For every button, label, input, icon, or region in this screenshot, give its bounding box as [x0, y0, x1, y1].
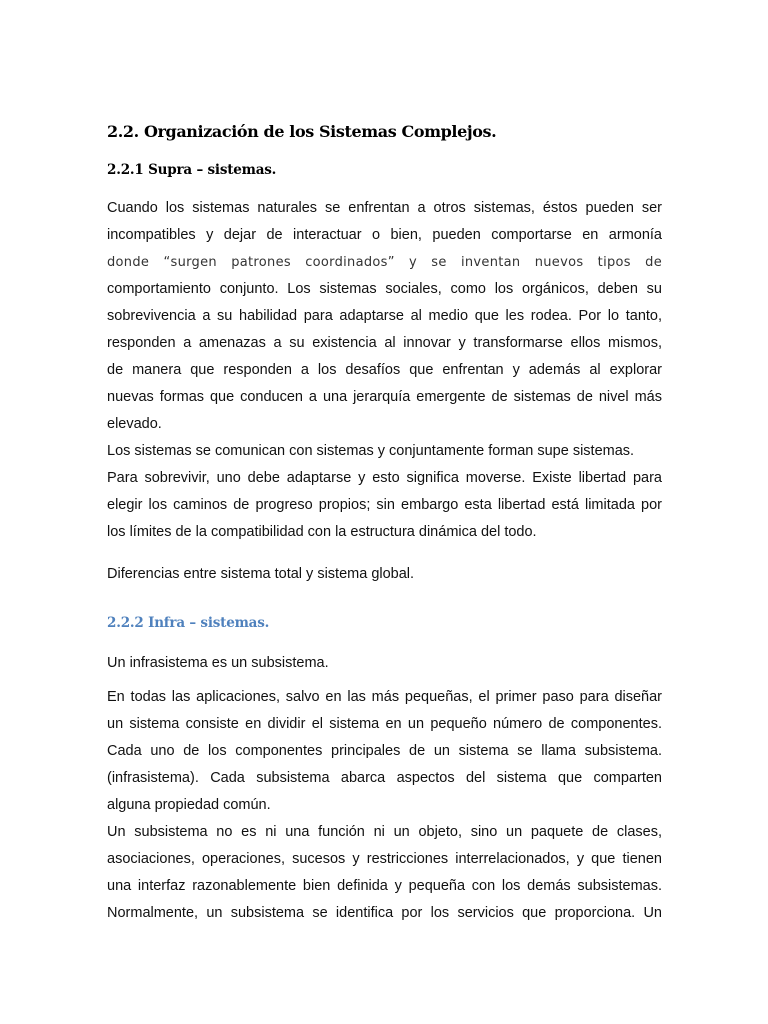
- paragraph-line: un sistema consiste en dividir el sistema en un pequeño número de componentes.: [107, 716, 662, 732]
- paragraph-line: Los sistemas se comunican con sistemas y conjuntamente forman supe sistemas.: [107, 443, 635, 459]
- paragraph-line: Cada uno de los componentes principales de un sistema se llama subsistema.: [107, 743, 662, 759]
- paragraph-line: alguna propiedad común.: [107, 797, 271, 813]
- paragraph-line: Un infrasistema es un subsistema.: [107, 655, 329, 671]
- paragraph-line: Cuando los sistemas naturales se enfrentan a otros sistemas, éstos pueden ser: [107, 200, 662, 216]
- infra-intro: [107, 650, 662, 677]
- paragraph-line: comportamiento conjunto. Los sistemas sociales, como los orgánicos, deben su: [107, 281, 662, 297]
- paragraph-line: elegir los caminos de progreso propios; sin embargo esta libertad está limitada por: [107, 497, 662, 513]
- paragraph-line: de manera que responden a los desafíos que enfrentan y además al explorar: [107, 362, 662, 378]
- paragraph-line: asociaciones, operaciones, sucesos y restricciones interrelacionados, y que tienen: [107, 851, 662, 867]
- paragraph-line: incompatibles y dejar de interactuar o bien, pueden comportarse en armonía: [107, 227, 662, 243]
- paragraph-line: una interfaz razonablemente bien definida y pequeña con los demás subsistemas.: [107, 878, 662, 894]
- supra-paragraph: [107, 195, 662, 546]
- paragraph-line: los límites de la compatibilidad con la estructura dinámica del todo.: [107, 524, 537, 540]
- paragraph-line: Un subsistema no es ni una función ni un objeto, sino un paquete de clases,: [107, 824, 662, 840]
- paragraph-line: elevado.: [107, 416, 162, 432]
- paragraph-line: nuevas formas que conducen a una jerarquía emergente de sistemas de nivel más: [107, 389, 662, 405]
- supra-note: [107, 561, 662, 588]
- subsection-title-supra: 2.2.1 Supra – sistemas.: [107, 162, 277, 178]
- paragraph-line: donde “surgen patrones coordinados” y se inventan nuevos tipos de: [107, 255, 662, 270]
- paragraph-line: Para sobrevivir, uno debe adaptarse y esto significa moverse. Existe libertad para: [107, 470, 662, 486]
- infra-paragraph: [107, 684, 662, 927]
- paragraph-line: responden a amenazas a su existencia al innovar y transformarse ellos mismos,: [107, 335, 662, 351]
- paragraph-line: En todas las aplicaciones, salvo en las más pequeñas, el primer paso para diseñar: [107, 689, 662, 705]
- subsection-title-infra: 2.2.2 Infra – sistemas.: [107, 615, 270, 631]
- paragraph-line: sobrevivencia a su habilidad para adaptarse al medio que les rodea. Por lo tanto,: [107, 308, 662, 324]
- paragraph-line: (infrasistema). Cada subsistema abarca aspectos del sistema que comparten: [107, 770, 662, 786]
- paragraph-line: Normalmente, un subsistema se identifica por los servicios que proporciona. Un: [107, 905, 662, 921]
- paragraph-line: Diferencias entre sistema total y sistema global.: [107, 566, 415, 582]
- section-heading: 2.2. Organización de los Sistemas Complejos.: [107, 122, 497, 141]
